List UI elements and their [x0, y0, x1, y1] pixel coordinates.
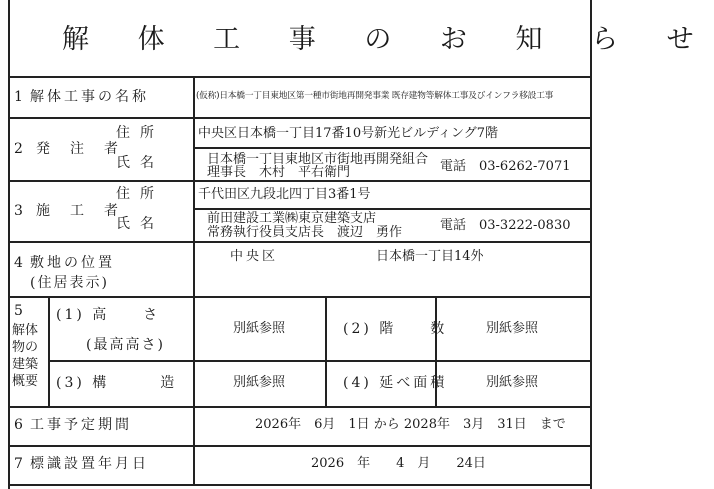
row-number: 5 [14, 303, 26, 319]
orderer-name-line1: 日本橋一丁目東地区市街地再開発組合 [207, 152, 429, 167]
orderer-phone: 電話 03-6262-7071 [440, 159, 571, 174]
orderer-address-label: 住所 [116, 125, 164, 141]
row-number: 2 [14, 141, 26, 157]
orderer-label: 発 注 者 [36, 141, 121, 157]
row-number: 6 [14, 417, 26, 433]
row-divider [8, 296, 592, 298]
row-number: 7 [14, 456, 26, 472]
height-value: 別紙参照 [233, 321, 286, 336]
site-label: 敷地の位置 [30, 255, 115, 271]
row-number: 1 [14, 89, 26, 105]
structure-label: (3) 構 造 [56, 375, 178, 391]
row-divider [8, 117, 592, 119]
orderer-name-line2: 理事長 木村 平右衛門 [207, 165, 351, 180]
row-number: 3 [14, 203, 26, 219]
contractor-label: 施 工 者 [36, 203, 121, 219]
contractor-address-label: 住所 [116, 186, 164, 202]
bottom-border [8, 484, 592, 486]
row-subdivider [48, 360, 592, 362]
site-address: 日本橋一丁目14外 [376, 249, 484, 264]
title-divider [8, 76, 592, 78]
left-border [8, 0, 10, 489]
floor-area-value: 別紙参照 [486, 375, 539, 390]
building-mid-divider [325, 296, 327, 406]
row-divider [8, 180, 592, 182]
max-height-label: (最高高さ) [86, 337, 165, 353]
floors-value: 別紙参照 [486, 321, 539, 336]
contractor-address: 千代田区九段北四丁目3番1号 [198, 187, 371, 202]
posted-date-label: 標識設置年月日 [30, 456, 149, 472]
row-subdivider [193, 147, 592, 149]
right-border [590, 0, 592, 489]
floor-area-label: (4) 延べ面積 [343, 375, 448, 391]
label-column-divider [193, 76, 195, 486]
period-label: 工事予定期間 [30, 417, 132, 433]
contractor-name-label: 氏名 [116, 216, 164, 232]
site-sublabel: (住居表示) [30, 275, 109, 291]
row-divider [8, 445, 592, 447]
row-number: 4 [14, 255, 26, 271]
building-side-label: 解体物の建築概要 [12, 323, 39, 389]
project-name-value: (仮称)日本橋一丁目東地区第一種市街地再開発事業 既存建物等解体工事及びインフラ移設工事 [196, 91, 554, 101]
contractor-name-line2: 常務執行役員支店長 渡辺 勇作 [207, 225, 403, 240]
page-title: 解 体 工 事 の お 知 ら せ [62, 24, 714, 55]
row-divider [8, 406, 592, 408]
project-name-label: 解体工事の名称 [30, 89, 149, 105]
orderer-address: 中央区日本橋一丁目17番10号新光ビルディング7階 [198, 126, 499, 141]
contractor-name-line1: 前田建設工業㈱東京建築支店 [207, 211, 377, 226]
orderer-name-label: 氏名 [116, 155, 164, 171]
building-side-divider [48, 296, 50, 406]
height-label: (1) 高 さ [56, 307, 161, 323]
row-subdivider [193, 208, 592, 210]
structure-value: 別紙参照 [233, 375, 286, 390]
period-value: 2026年 6月 1日 から 2028年 3月 31日 まで [255, 417, 566, 432]
floors-label: (2) 階 数 [343, 321, 448, 337]
contractor-phone: 電話 03-3222-0830 [440, 218, 571, 233]
site-ward: 中央区 [230, 249, 279, 264]
row-divider [8, 241, 592, 243]
posted-date-value: 2026 年 4 月 24日 [311, 456, 486, 471]
